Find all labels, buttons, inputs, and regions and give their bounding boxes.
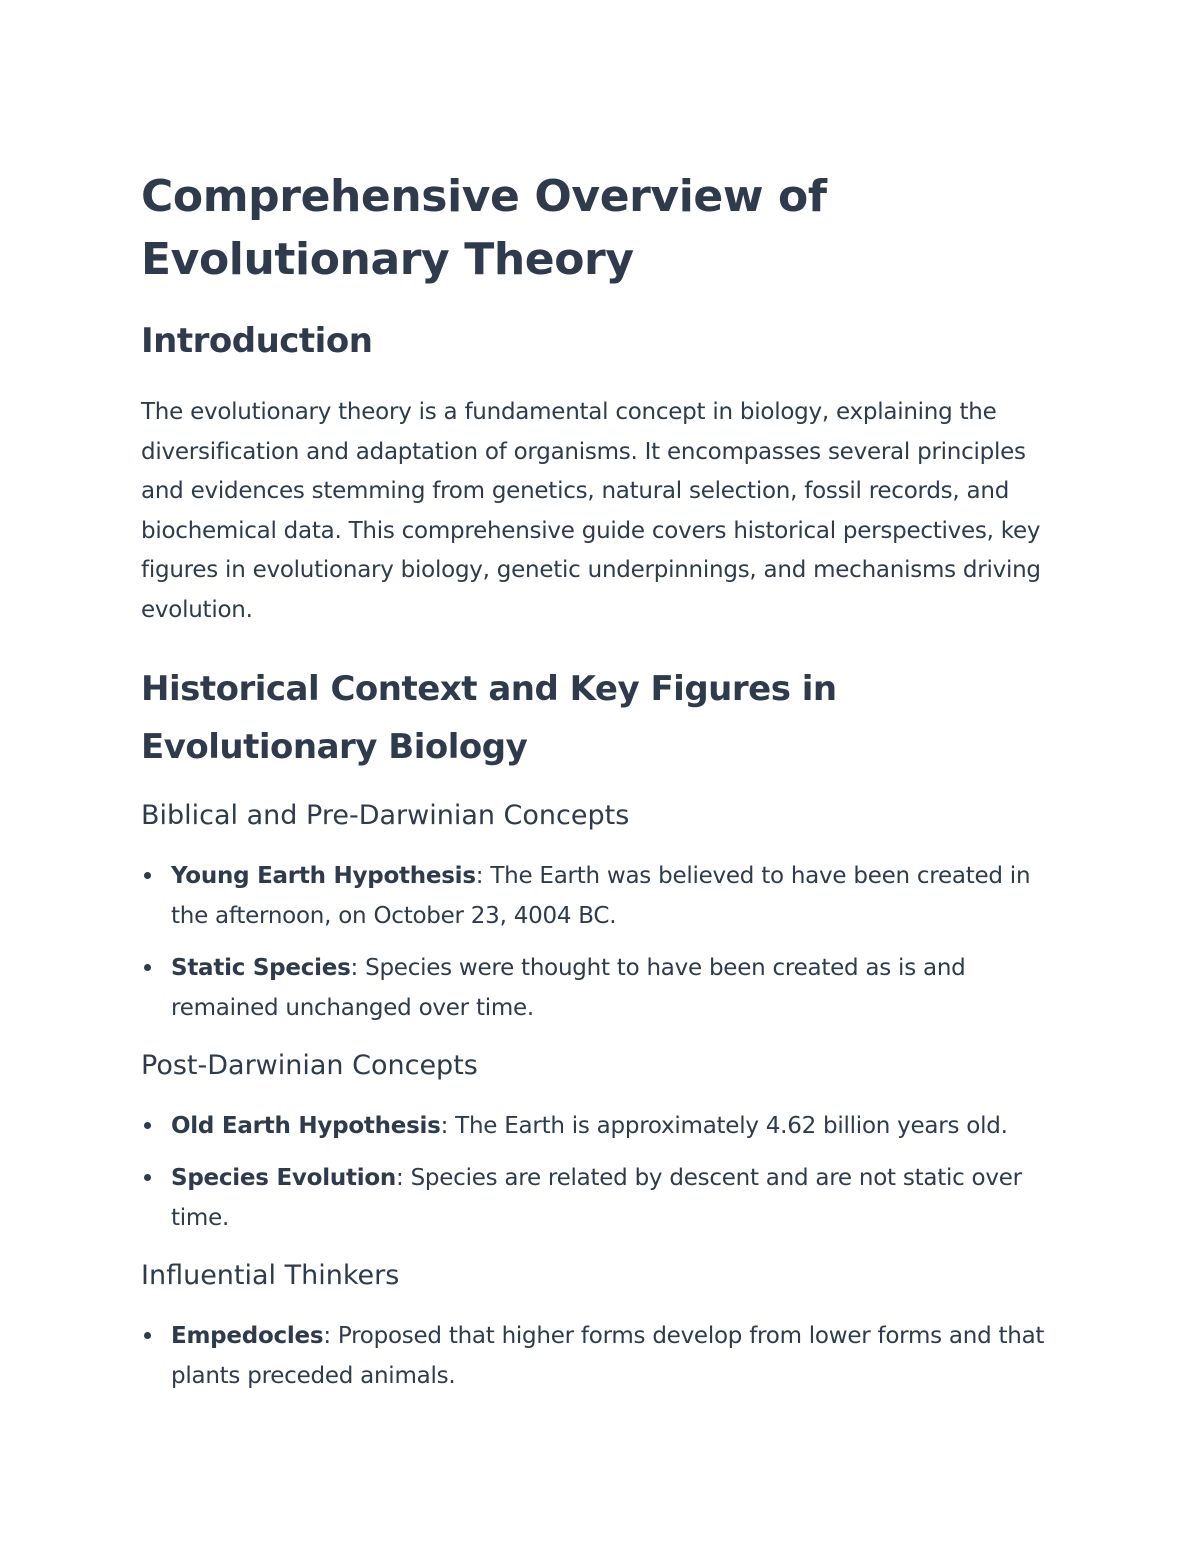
list-item-text: : Species are related by descent and are not static over time. <box>171 1165 1022 1231</box>
influential-thinkers-heading: Influential Thinkers <box>141 1260 400 1291</box>
list-item-term: Static Species <box>171 955 351 981</box>
introduction-paragraph: The evolutionary theory is a fundamental concept in biology, explaining the diversification and adaptation of organisms. It encompasses several principles and evidences stemming from genetics, natural selection, fossil records, and biochemical data. This comprehensive guide covers historical perspectives, key figures in evolutionary biology, genetic underpinnings, and mechanisms driving evolution. <box>141 399 1041 623</box>
post-darwinian-list <box>141 1106 1071 1238</box>
list-item <box>141 948 1071 1028</box>
list-item-text: : Proposed that higher forms develop from lower forms and that plants preceded animals. <box>171 1323 1045 1389</box>
post-darwinian-heading: Post-Darwinian Concepts <box>141 1050 478 1081</box>
list-item <box>141 856 1071 936</box>
list-item-term: Old Earth Hypothesis <box>171 1113 441 1139</box>
list-item-text: : The Earth is approximately 4.62 billion years old. <box>440 1113 1008 1139</box>
biblical-concepts-list <box>141 856 1071 1028</box>
list-item-term: Young Earth Hypothesis <box>171 863 476 889</box>
influential-thinkers-list <box>141 1316 1071 1396</box>
historical-context-heading: Historical Context and Key Figures in Evolutionary Biology <box>141 669 837 767</box>
introduction-heading: Introduction <box>141 321 373 361</box>
list-item <box>141 1316 1071 1396</box>
list-item <box>141 1158 1071 1238</box>
list-item-term: Empedocles <box>171 1323 324 1349</box>
list-item-text: : The Earth was believed to have been created in the afternoon, on October 23, 4004 BC. <box>171 863 1031 929</box>
list-item-text: : Species were thought to have been created as is and remained unchanged over time. <box>171 955 966 1021</box>
list-item <box>141 1106 1071 1146</box>
document-page <box>141 165 1071 1396</box>
biblical-concepts-heading: Biblical and Pre-Darwinian Concepts <box>141 800 630 831</box>
list-item-term: Species Evolution <box>171 1165 397 1191</box>
document-title: Comprehensive Overview of Evolutionary Theory <box>141 171 827 285</box>
